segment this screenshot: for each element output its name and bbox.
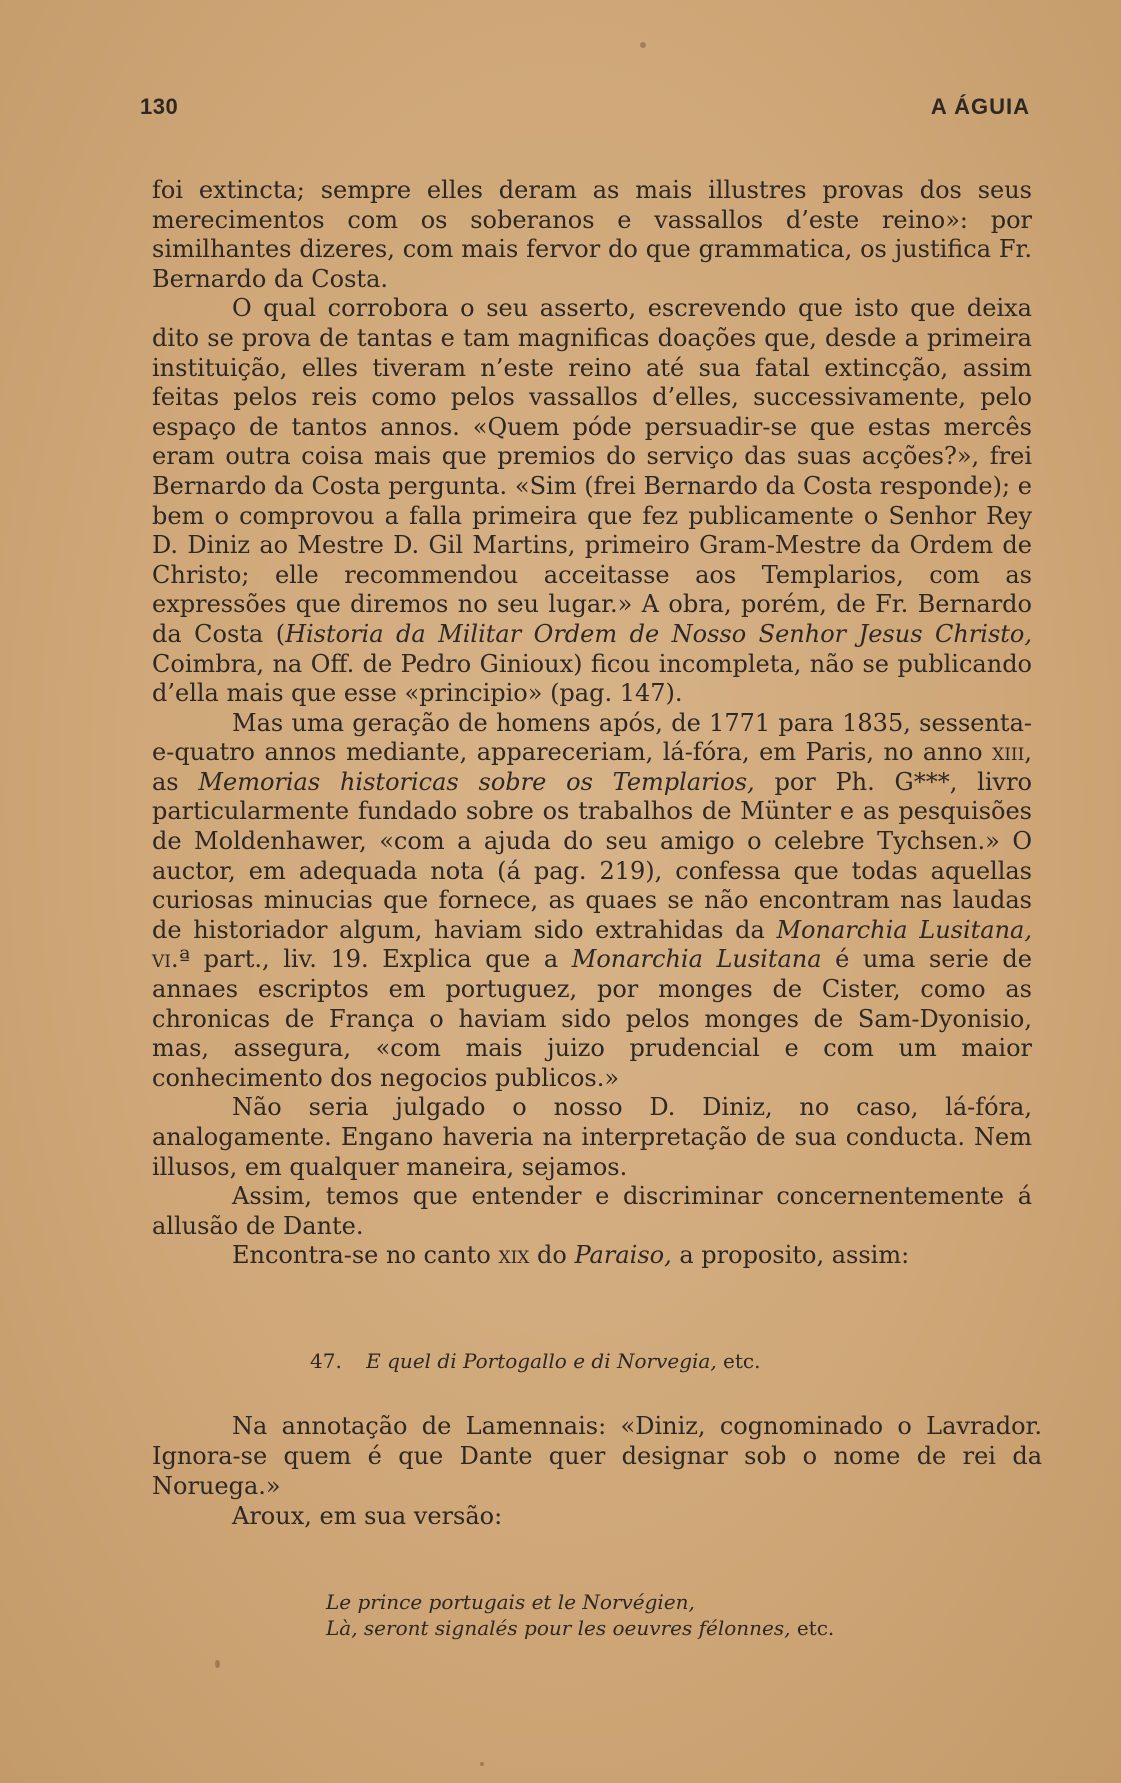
italic-title: Monarchia Lusitana,	[776, 915, 1032, 944]
paragraph	[152, 709, 1032, 1094]
text-run: Coimbra, na Off. de Pedro Ginioux) ficou incompleta, não se publicando d’ella mais que esse «principio» (pag. 147).	[152, 649, 1032, 708]
paragraph-lamennais: Na annotação de Lamennais: «Diniz, cognominado o Lavrador. Ignora-se quem é que Dante quer designar sob o nome de rei da Noruega.»	[152, 1412, 1042, 1500]
verse-quote-dante	[310, 1349, 760, 1373]
italic-title: Monarchia Lusitana	[571, 945, 822, 974]
paragraph	[152, 294, 1032, 708]
verse-number: 47.	[310, 1349, 342, 1373]
roman-numeral: xiii	[992, 738, 1025, 767]
verse-etc: etc.	[796, 1616, 835, 1640]
body-text	[152, 176, 1032, 1271]
text-run: Encontra-se no canto	[232, 1241, 499, 1270]
text-run: por Ph. G***, livro particularmente fundado sobre os trabalhos de Münter e as pesquisões de Moldenhawer, «com a ajuda do seu amigo o celebre Tychsen.» O auctor, em adequada nota (á pag. 219), confessa que todas aquellas curiosas minucias que fornece, as quaes se não encontram nas laudas de historiador algum, haviam sido extrahidas da	[152, 767, 1032, 944]
verse-quote-aroux	[326, 1589, 834, 1641]
text-run: Mas uma geração de homens após, de 1771 para 1835, sessenta-e-quatro annos mediante, appareceriam, lá-fóra, em Paris, no anno	[152, 708, 1032, 767]
paper-speck	[480, 1762, 484, 1766]
text-run: a proposito, assim:	[671, 1241, 910, 1270]
body-text-continued	[152, 1411, 1042, 1531]
running-title: A ÁGUIA	[930, 94, 1030, 119]
verse-etc: etc.	[723, 1349, 761, 1373]
verse-text: E quel di Portogallo e di Norvegia,	[366, 1349, 717, 1373]
text-run: foi extincta; sempre elles deram as mais illustres provas dos seus merecimentos com os soberanos e vassallos d’este reino»: por similhantes dizeres, com mais fervor do que grammatica, os justifica Fr. Bernardo da Costa.	[152, 176, 1032, 293]
italic-title: Paraiso,	[574, 1241, 672, 1270]
text-run: O qual corrobora o seu asserto, escrevendo que isto que deixa dito se prova de tantas e tam magnificas doações que, desde a primeira instituição, elles tiveram n’este reino até sua fatal extincção, assim feitas pelos reis como pelos vassallos d’elles, successivamente, pelo espaço de tantos annos. «Quem póde persuadir-se que estas mercês eram outra coisa mais que premios do serviço das suas acções?», frei Bernardo da Costa pergunta. «Sim (frei Bernardo da Costa responde); e bem o comprovou a falla primeira que fez publicamente o Senhor Rey D. Diniz ao Mestre D. Gil Martins, primeiro Gram-Mestre da Ordem de Christo; elle recommendou acceitasse aos Templarios, com as expressões que diremos no seu lugar.» A obra, porém, de Fr. Bernardo da Costa (	[152, 294, 1032, 648]
paper-speck	[640, 42, 646, 48]
verse-line-2	[326, 1615, 834, 1641]
paragraph-aroux: Aroux, em sua versão:	[232, 1502, 503, 1530]
text-run: do	[529, 1241, 575, 1270]
roman-numeral: xix	[498, 1241, 530, 1270]
verse-line-1-text: Le prince portugais et le Norvégien,	[326, 1590, 695, 1614]
text-run: Assim, temos que entender e discriminar concernentemente á allusão de Dante.	[152, 1182, 1032, 1240]
text-run: part., liv. 19. Explica que a	[190, 945, 572, 974]
text-run: Não seria julgado o nosso D. Diniz, no caso, lá-fóra, analogamente. Engano haveria na interpretação de sua conducta. Nem illusos, em qualquer maneira, sejamos.	[152, 1093, 1032, 1181]
paragraph	[152, 176, 1032, 294]
paragraph	[152, 1093, 1032, 1182]
paragraph	[152, 1241, 1032, 1271]
italic-title: Historia da Militar Ordem de Nosso Senhor Jesus Christo,	[285, 619, 1032, 648]
text-run: é uma serie de annaes escriptos em portuguez, por monges de Cister, como as chronicas de França o haviam sido pelos monges de Sam-Dyonisio, mas, assegura, «com mais juizo prudencial e com um maior conhecimento dos negocios publicos.»	[152, 945, 1032, 1092]
roman-numeral: vi.ª	[152, 945, 191, 974]
verse-line-1	[326, 1589, 834, 1615]
text-run: , as	[152, 738, 1032, 796]
italic-title: Memorias historicas sobre os Templarios,	[198, 767, 755, 796]
page-header	[140, 94, 1030, 124]
paper-speck	[215, 1660, 220, 1668]
paragraph	[152, 1182, 1032, 1241]
verse-line-2-text: Là, seront signalés pour les oeuvres félonnes,	[326, 1616, 791, 1640]
page-number: 130	[140, 94, 179, 119]
